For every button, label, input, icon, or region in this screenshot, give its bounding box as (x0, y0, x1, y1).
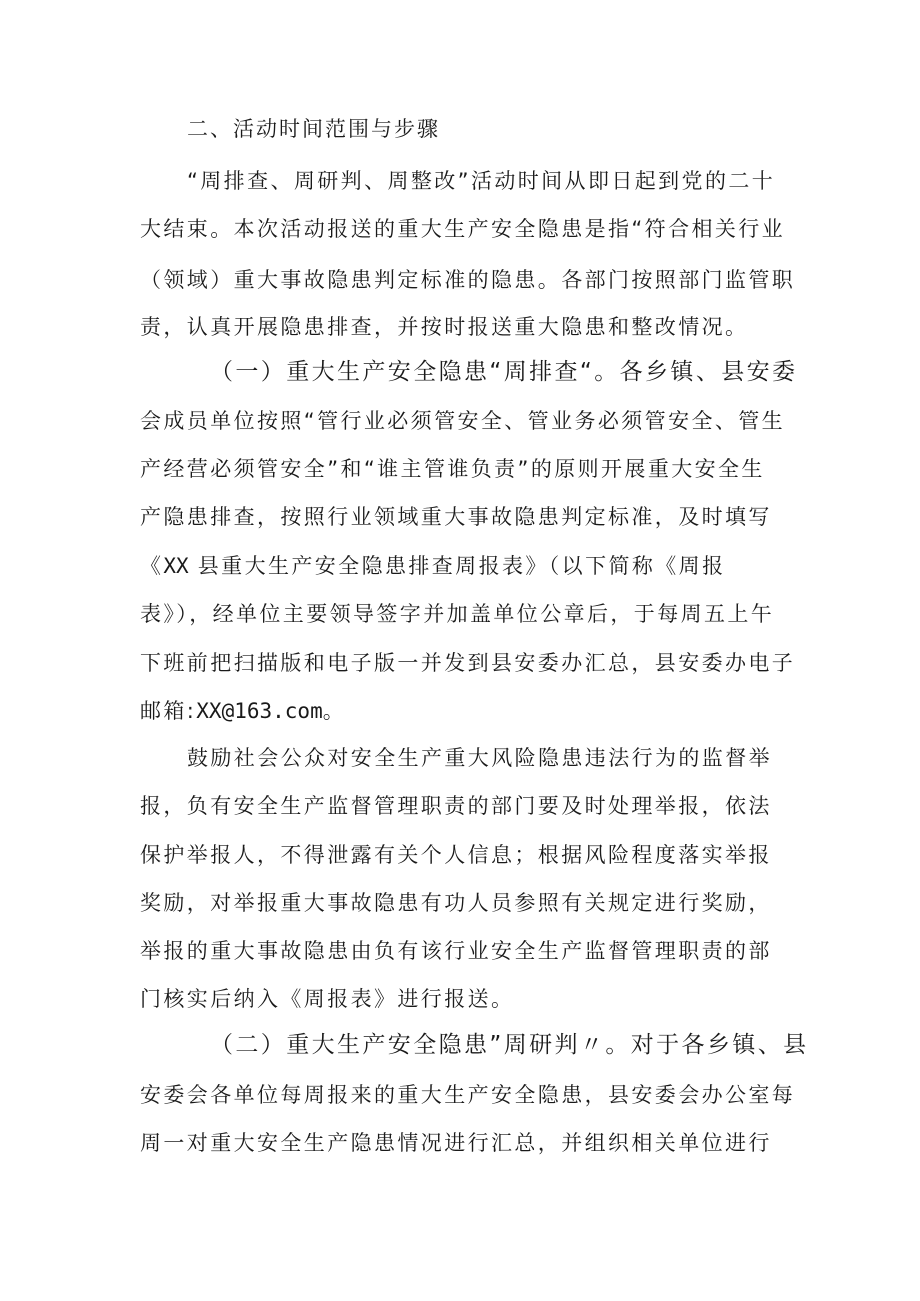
paragraph-2-line-8-part-a: 邮箱: (140, 699, 197, 723)
paragraph-3-line-5: 举报的重大事故隐患由负有该行业安全生产监督管理职责的部 (140, 939, 772, 963)
paragraph-1-line-3: （领域）重大事故隐患判定标准的隐患。各部门按照部门监管职 (140, 268, 796, 292)
paragraph-2-line-5 (140, 551, 782, 581)
paragraph-2-line-7: 下班前把扫描版和电子版一并发到县安委办汇总，县安委办电子 (140, 651, 796, 675)
paragraph-4-line-1: （二）重大生产安全隐患”周研判〃。对于各乡镇、县 (210, 1032, 809, 1058)
paragraph-3-line-2: 报，负有安全生产监督管理职责的部门要及时处理举报，依法 (140, 794, 772, 818)
paragraph-2-line-8 (140, 696, 782, 726)
paragraph-2-line-5-part-a: 《 (140, 554, 164, 578)
paragraph-2-line-4: 产隐患排查，按照行业领域重大事故隐患判定标准，及时填写 (140, 505, 772, 529)
paragraph-4-line-2: 安委会各单位每周报来的重大生产安全隐患，县安委会办公室每 (140, 1083, 796, 1107)
paragraph-2-line-6: 表》），经单位主要领导签字并加盖单位公章后，于每周五上午 (140, 602, 775, 626)
paragraph-4-line-3: 周一对重大安全生产隐患情况进行汇总，并组织相关单位进行 (140, 1131, 772, 1155)
paragraph-2-line-1: （一）重大生产安全隐患“周排查“。各乡镇、县安委 (210, 359, 798, 385)
paragraph-2-line-5-part-b: XX (163, 554, 189, 578)
paragraph-2-line-8-part-c: 。 (322, 699, 347, 723)
paragraph-3-line-1: 鼓励社会公众对安全生产重大风险隐患违法行为的监督举 (187, 746, 772, 770)
paragraph-2-line-3: 产经营必须管安全”和“谁主管谁负责”的原则开展重大安全生 (140, 457, 765, 481)
paragraph-3-line-3: 保护举报人，不得泄露有关个人信息；根据风险程度落实举报 (140, 843, 772, 867)
paragraph-3-line-6: 门核实后纳入《周报表》进行报送。 (140, 987, 515, 1011)
paragraph-1-line-2: 大结束。本次活动报送的重大生产安全隐患是指“符合相关行业 (140, 217, 786, 241)
paragraph-1-line-4: 责，认真开展隐患排查，并按时报送重大隐患和整改情况。 (140, 315, 749, 339)
paragraph-2-line-5-part-c: 县重大生产安全隐患排查周报表》（以下简称《周报 (188, 554, 726, 578)
email-address: XX@163.com (196, 699, 323, 723)
paragraph-3-line-4: 奖励，对举报重大事故隐患有功人员参照有关规定进行奖励， (140, 891, 772, 915)
section-heading: 二、活动时间范围与步骤 (187, 117, 440, 141)
paragraph-1-line-1: “周排查、周研判、周整改”活动时间从即日起到党的二十 (187, 169, 776, 193)
paragraph-2-line-2: 会成员单位按照“管行业必须管安全、管业务必须管安全、管生 (140, 409, 786, 433)
